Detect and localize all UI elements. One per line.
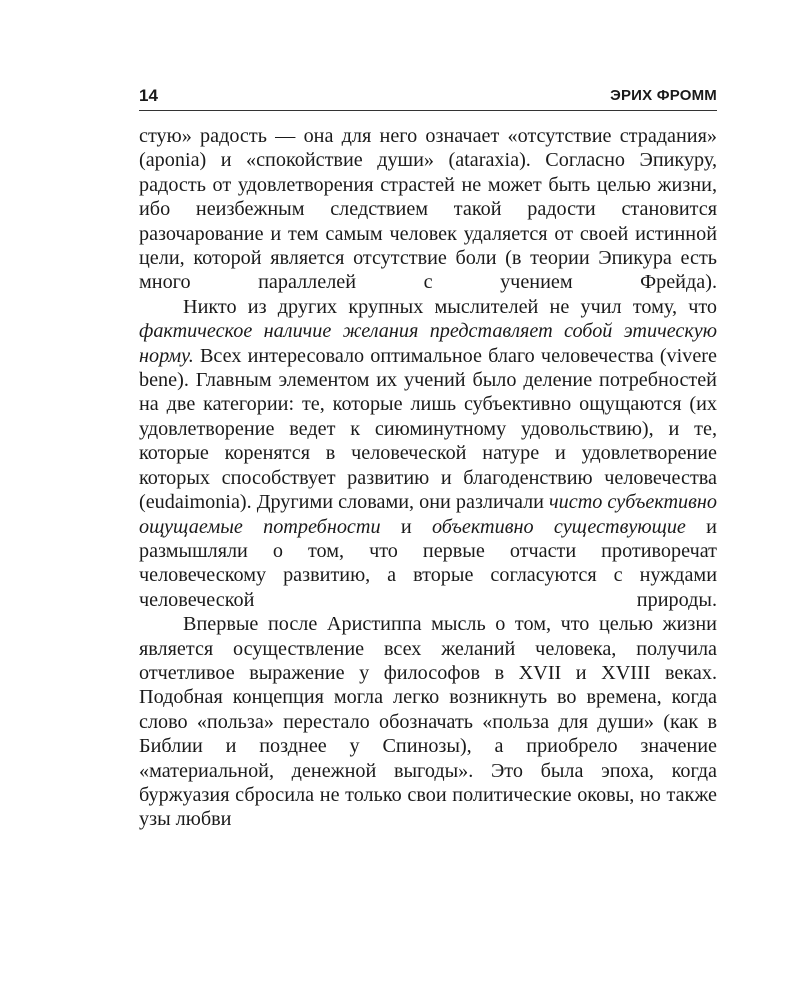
text-run: Никто из других крупных мыслителей не учил тому, что xyxy=(183,295,717,318)
page-number: 14 xyxy=(139,86,158,105)
italic-phrase: фактическое наличие желания представляет собой этическую норму. xyxy=(139,320,717,367)
text-run: Впервые после Аристиппа мысль о том, что целью жизни является осуществление всех желаний человека, получила отчетливое выражение у философов в XVII и XVIII веках. Подобная концепция могла легко возникнуть во времена, когда слово «польза» перестало обозначать «польза для души» (как в Библии и позднее у Спинозы), а приобрело значение «материальной, денежной выгоды». Это была эпоха, когда буржуазия сбросила не только свои политические оковы, но также узы любви xyxy=(139,613,717,831)
text-run: и xyxy=(380,515,432,538)
text-run: и размышляли о том, что первые отчасти противоречат человеческому развитию, а вторые согласуются с нуждами человеческой природы. xyxy=(139,515,717,611)
page-header xyxy=(139,84,717,111)
running-head: ЭРИХ ФРОММ xyxy=(610,87,717,104)
body-text xyxy=(139,124,717,832)
italic-phrase: чисто субъективно ощущаемые потребности xyxy=(139,491,718,538)
text-run: стую» радость — она для него означает «отсутствие страдания» (aponia) и «спокойствие души» (ataraxia). Согласно Эпикуру, радость от удовлетворения страстей не может быть целью жизни, ибо неизбежным следствием такой радости становится разочарование и тем самым человек удаляется от своей истинной цели, которой является отсутствие боли (в теории Эпикура есть много параллелей с учением Фрейда). xyxy=(139,125,717,294)
paragraph-1 xyxy=(139,124,717,295)
italic-phrase: объективно существующие xyxy=(431,515,686,538)
paragraph-3 xyxy=(139,612,717,832)
paragraph-2 xyxy=(139,295,717,612)
text-run: Всех интересовало оптимальное благо человечества (vivere bene). Главным элементом их учений было деление потребностей на две категории: те, которые лишь субъективно ощущаются (их удовлетворение ведет к сиюминутному удовольствию), и те, которые коренятся в человеческой натуре и удовлетворение которых способствует развитию и благоденствию человечества (eudaimonia). Другими словами, они различали xyxy=(139,344,717,514)
